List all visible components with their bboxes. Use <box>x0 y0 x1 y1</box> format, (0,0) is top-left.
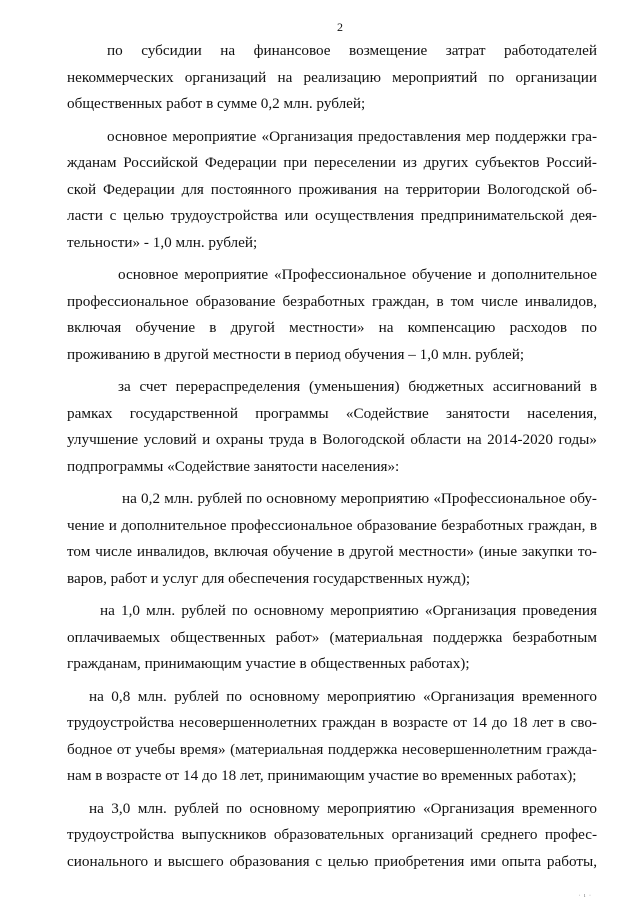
text-line: сионального и высшего образования с целью приобретения ими опыта работы, <box>67 852 597 870</box>
text-line: улучшение условий и охраны труда в Вологодской области на 2014-2020 годы» <box>67 431 597 448</box>
text-line: жданам Российской Федерации при переселении из других субъектов Россий- <box>67 154 597 171</box>
scan-mark: · ı · <box>578 893 592 899</box>
text-line: гражданам, принимающим участие в общественных работах); <box>67 655 470 672</box>
text-line: проживанию в другой местности в период обучения – 1,0 млн. рублей; <box>67 345 525 363</box>
paragraph <box>67 796 597 876</box>
text-line: чение и дополнительное профессиональное образование безработных граждан, в <box>67 516 597 534</box>
paragraph <box>67 38 597 118</box>
text-line: тельности» - 1,0 млн. рублей; <box>67 233 258 251</box>
text-line: ской Федерации для постоянного проживания на территории Вологодской об- <box>67 180 597 198</box>
text-line: рамках государственной программы «Содействие занятости населения, <box>67 404 597 422</box>
text-line: подпрограммы «Содействие занятости населения»: <box>67 457 400 475</box>
text-line: профессиональное образование безработных граждан, в том числе инвалидов, <box>67 292 597 310</box>
text-line: основное мероприятие «Организация предоставления мер поддержки гра- <box>107 127 597 145</box>
text-line: некоммерческих организаций на реализацию мероприятий по организации <box>67 68 597 86</box>
text-line: общественных работ в сумме 0,2 млн. рублей; <box>67 95 366 112</box>
paragraph <box>67 486 597 592</box>
text-line: на 3,0 млн. рублей по основному мероприятию «Организация временного <box>89 799 597 817</box>
text-line: ласти с целью трудоустройства или осуществления предпринимательской дея- <box>67 207 597 224</box>
paragraph <box>67 374 597 480</box>
text-line: оплачиваемых общественных работ» (материальная поддержка безработным <box>67 628 597 646</box>
text-line: по субсидии на финансовое возмещение затрат работодателей <box>107 42 597 59</box>
text-line: том числе инвалидов, включая обучение в другой местности» (иные закупки то- <box>67 543 597 560</box>
page-number: 2 <box>337 20 343 34</box>
text-line: трудоустройства несовершеннолетних граждан в возрасте от 14 до 18 лет в сво- <box>67 714 597 731</box>
text-line: трудоустройства выпускников образовательных организаций среднего профес- <box>67 826 597 843</box>
text-line: варов, работ и услуг для обеспечения государственных нужд); <box>67 569 471 587</box>
text-line: включая обучение в другой местности» на компенсацию расходов по <box>67 319 597 336</box>
paragraph <box>67 598 597 678</box>
paragraph <box>67 124 597 257</box>
text-line: на 0,2 млн. рублей по основному мероприятию «Профессиональное обу- <box>122 490 597 507</box>
text-line: нам в возрасте от 14 до 18 лет, принимающим участие во временных работах); <box>67 767 577 784</box>
paragraph <box>67 684 597 790</box>
document-body <box>67 38 597 875</box>
paragraph <box>67 262 597 368</box>
text-line: за счет перераспределения (уменьшения) бюджетных ассигнований в <box>118 378 597 395</box>
text-line: основное мероприятие «Профессиональное обучение и дополнительное <box>118 266 597 283</box>
text-line: на 1,0 млн. рублей по основному мероприятию «Организация проведения <box>100 602 597 619</box>
text-line: на 0,8 млн. рублей по основному мероприятию «Организация временного <box>89 687 597 705</box>
text-line: бодное от учебы время» (материальная поддержка несовершеннолетним гражда- <box>67 740 597 758</box>
